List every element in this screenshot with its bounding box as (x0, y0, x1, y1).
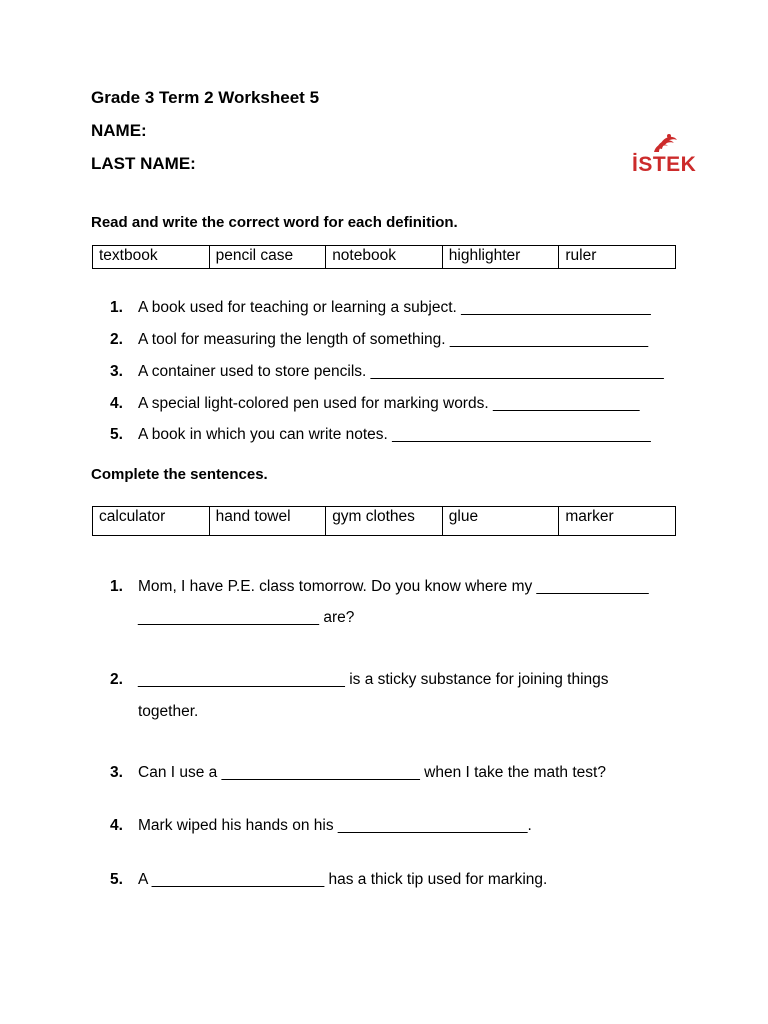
question-number: 4. (110, 817, 123, 834)
logo-text: İSTEK (632, 153, 697, 176)
sentence-text: Mom, I have P.E. class tomorrow. Do you know where my _____________ (138, 578, 649, 595)
word-bank-cell: gym clothes (326, 507, 443, 536)
question-text: A special light-colored pen used for marking words. _________________ (138, 395, 640, 412)
word-bank-cell: glue (442, 507, 559, 536)
word-bank-cell: ruler (559, 246, 676, 269)
sentence-continuation: _____________________ are? (138, 609, 355, 626)
word-bank-2 (92, 506, 676, 536)
word-bank-cell: marker (559, 507, 676, 536)
question-number: 5. (110, 426, 123, 443)
sentence-text: ________________________ is a sticky substance for joining things (138, 671, 609, 688)
question-number: 3. (110, 764, 123, 781)
word-bank-cell: hand towel (209, 507, 326, 536)
sentence-continuation: together. (138, 703, 199, 720)
word-bank-cell: pencil case (209, 246, 326, 269)
sentence-item (110, 577, 649, 597)
word-bank-cell: textbook (93, 246, 210, 269)
question-item (110, 330, 648, 350)
name-label: NAME: (91, 121, 147, 140)
question-text: A book in which you can write notes. ______________________________ (138, 426, 651, 443)
istek-logo (630, 132, 700, 182)
question-item (110, 425, 651, 445)
question-text: A book used for teaching or learning a subject. ______________________ (138, 299, 651, 316)
word-bank-cell: calculator (93, 507, 210, 536)
section1-instruction: Read and write the correct word for each definition. (91, 214, 458, 231)
word-bank-cell: highlighter (442, 246, 559, 269)
question-item (110, 362, 664, 382)
sentence-item (110, 670, 609, 690)
sentence-item (110, 763, 606, 783)
question-item (110, 298, 651, 318)
question-item (110, 394, 640, 414)
question-number: 1. (110, 578, 123, 595)
word-bank-cell: notebook (326, 246, 443, 269)
last-name-label: LAST NAME: (91, 154, 196, 173)
question-number: 3. (110, 363, 123, 380)
question-number: 4. (110, 395, 123, 412)
sentence-text: Mark wiped his hands on his ______________________. (138, 817, 532, 834)
sentence-text: A ____________________ has a thick tip used for marking. (138, 871, 548, 888)
question-number: 2. (110, 331, 123, 348)
question-number: 2. (110, 671, 123, 688)
sentence-item (110, 816, 532, 836)
word-bank-1 (92, 245, 676, 269)
question-text: A container used to store pencils. __________________________________ (138, 363, 664, 380)
question-text: A tool for measuring the length of something. _______________________ (138, 331, 649, 348)
question-number: 5. (110, 871, 123, 888)
worksheet-title: Grade 3 Term 2 Worksheet 5 (91, 88, 320, 107)
sentence-item (110, 870, 547, 890)
sentence-text: Can I use a _______________________ when I take the math test? (138, 764, 606, 781)
section2-instruction: Complete the sentences. (91, 466, 268, 483)
question-number: 1. (110, 299, 123, 316)
